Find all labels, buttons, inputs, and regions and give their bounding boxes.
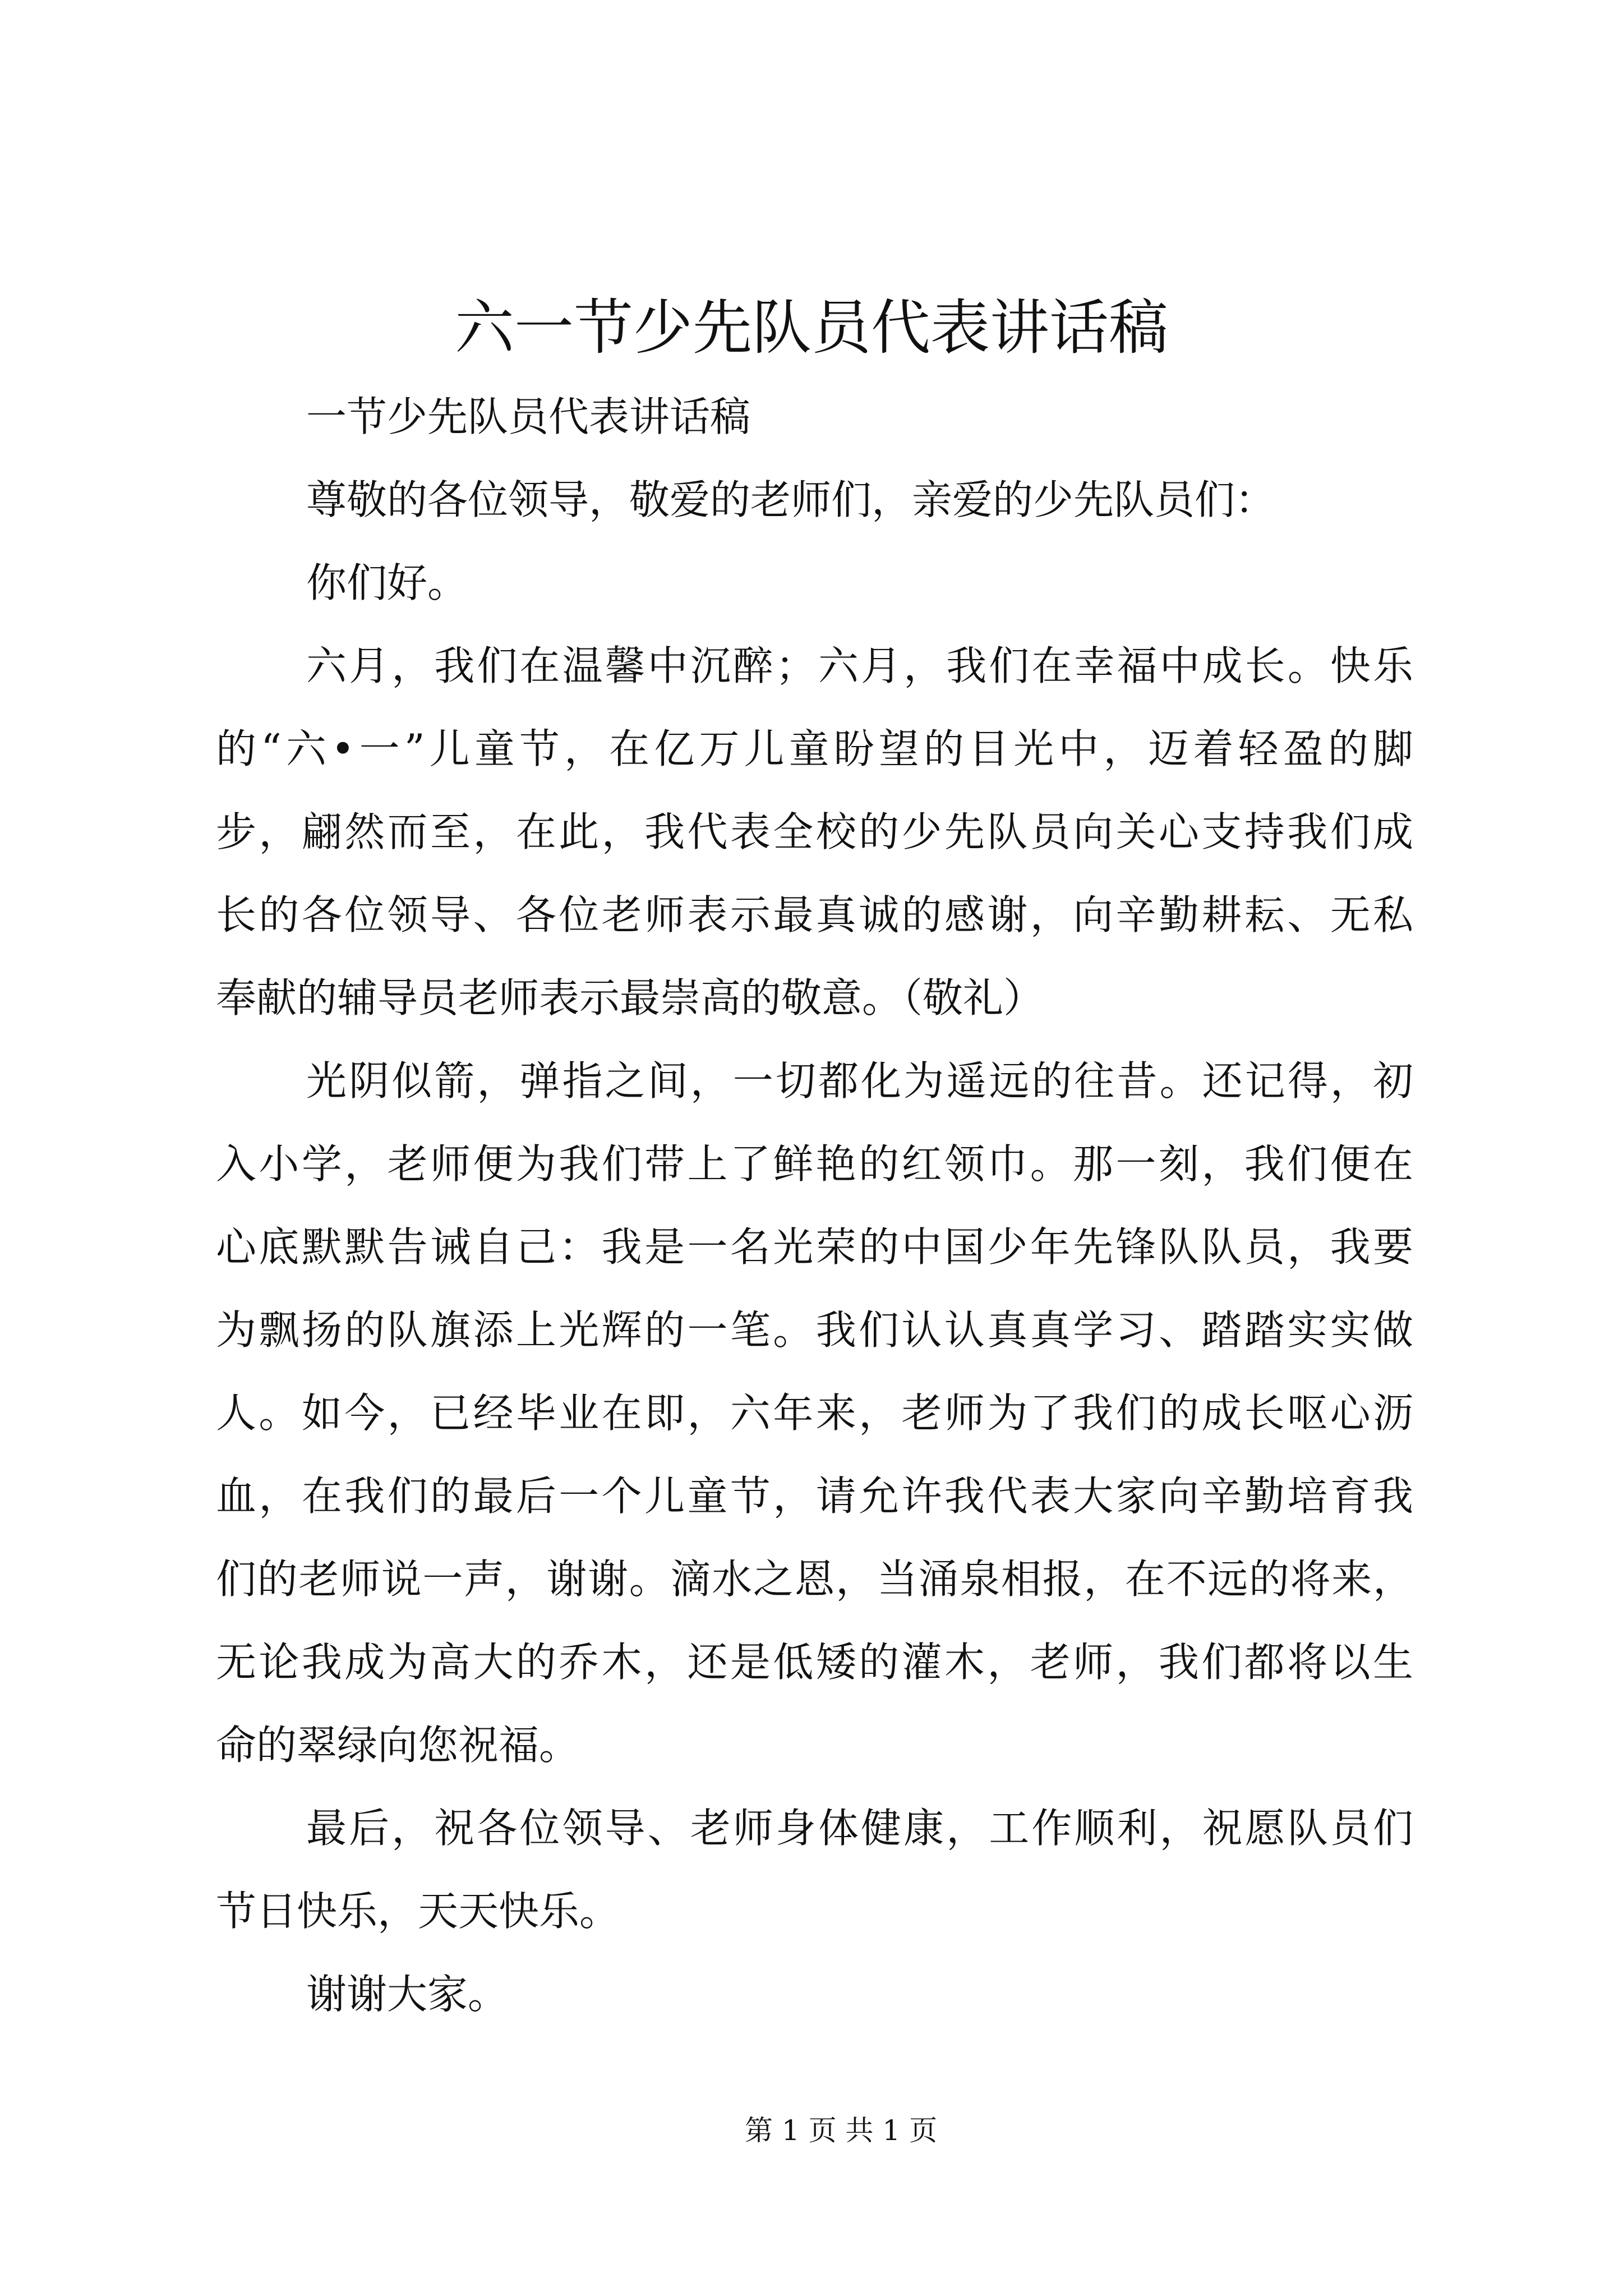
paragraph-line: 尊敬的各位领导，敬爱的老师们，亲爱的少先队员们： bbox=[306, 476, 1276, 523]
paragraph bbox=[216, 1953, 1413, 2036]
paragraph bbox=[216, 458, 1413, 541]
paragraph-line: 心底默默告诫自己：我是一名光荣的中国少年先锋队队员，我要 bbox=[216, 1223, 1413, 1271]
paragraph-line: 最后，祝各位领导、老师身体健康，工作顺利，祝愿队员们 bbox=[306, 1805, 1413, 1852]
paragraph-line: 命的翠绿向您祝福。 bbox=[216, 1722, 580, 1769]
paragraph bbox=[216, 375, 1413, 458]
paragraph-line: 一节少先队员代表讲话稿 bbox=[306, 393, 751, 440]
paragraph bbox=[216, 541, 1413, 624]
paragraph-line: 步，翩然而至，在此，我代表全校的少先队员向关心支持我们成 bbox=[216, 808, 1413, 855]
paragraph-line: 长的各位领导、各位老师表示最真诚的感谢，向辛勤耕耘、无私 bbox=[216, 891, 1413, 938]
page-title: 六一节少先队员代表讲话稿 bbox=[455, 293, 1168, 362]
paragraph-line: 们的老师说一声，谢谢。滴水之恩，当涌泉相报，在不远的将来， bbox=[216, 1556, 1413, 1603]
paragraph bbox=[216, 1039, 1413, 1787]
page-footer: 第 1 页 共 1 页 bbox=[745, 2114, 938, 2147]
paragraph-line: 的“六•一”儿童节，在亿万儿童盼望的目光中，迈着轻盈的脚 bbox=[216, 725, 1413, 772]
paragraph-line: 你们好。 bbox=[306, 559, 468, 606]
paragraph-line: 六月，我们在温馨中沉醉；六月，我们在幸福中成长。快乐 bbox=[306, 642, 1413, 689]
paragraph bbox=[216, 624, 1413, 1039]
paragraph-line: 无论我成为高大的乔木，还是低矮的灌木，老师，我们都将以生 bbox=[216, 1639, 1413, 1686]
paragraph-line: 节日快乐，天天快乐。 bbox=[216, 1888, 620, 1935]
paragraph-line: 谢谢大家。 bbox=[306, 1971, 509, 2018]
paragraph-line: 为飘扬的队旗添上光辉的一笔。我们认认真真学习、踏踏实实做 bbox=[216, 1306, 1413, 1354]
paragraph-line: 光阴似箭，弹指之间，一切都化为遥远的往昔。还记得，初 bbox=[306, 1057, 1413, 1105]
paragraph-line: 血，在我们的最后一个儿童节，请允许我代表大家向辛勤培育我 bbox=[216, 1473, 1413, 1520]
paragraph bbox=[216, 1787, 1413, 1953]
paragraph-line: 奉献的辅导员老师表示最崇高的敬意。（敬礼） bbox=[216, 974, 1044, 1022]
document-body bbox=[216, 375, 1413, 2036]
paragraph-line: 人。如今，已经毕业在即，六年来，老师为了我们的成长呕心沥 bbox=[216, 1389, 1413, 1437]
paragraph-line: 入小学，老师便为我们带上了鲜艳的红领巾。那一刻，我们便在 bbox=[216, 1140, 1413, 1188]
